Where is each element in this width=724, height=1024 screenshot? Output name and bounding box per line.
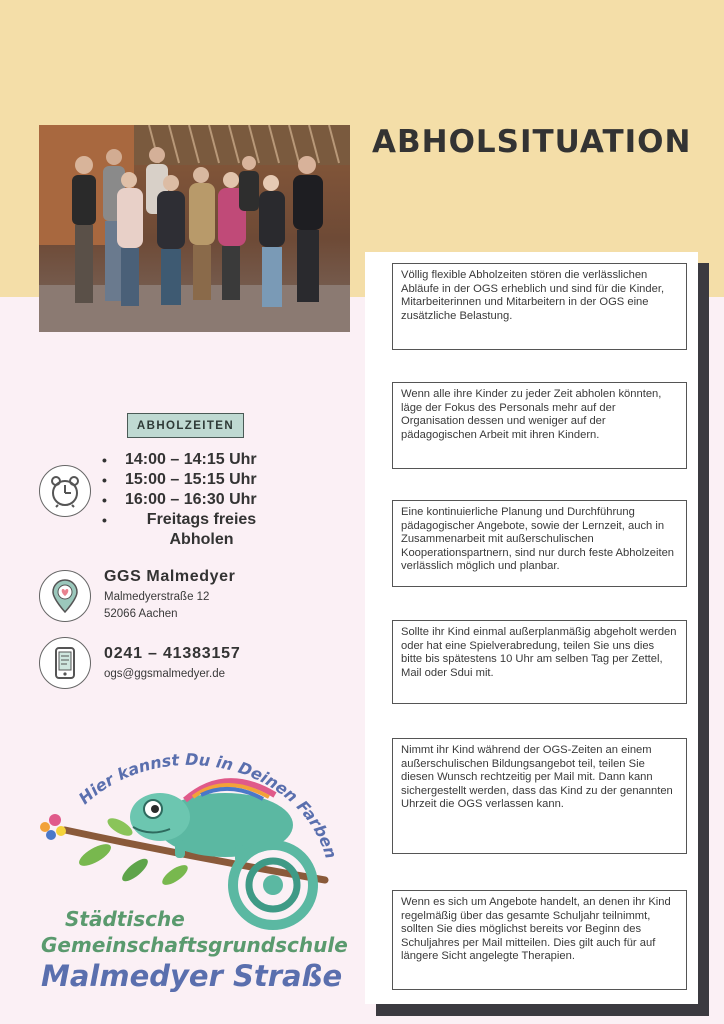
email-address[interactable]: ogs@ggsmalmedyer.de (104, 668, 225, 680)
note-text: Völlig flexible Abholzeiten stören die verlässlichen Abläufe in der OGS erheblich und sind für die Kinder, Mitarbeiterinnen und Mitarbeitern in der OGS eine zusätzliche Belastung. (401, 269, 665, 322)
note-text: Sollte ihr Kind einmal außerplanmäßig abgeholt werden oder hat eine Spielverabredung, teilen Sie uns dies bitte bis spätestens 10 Uhr am selben Tag per Zettel, Mail oder Sdui mit. (401, 626, 677, 679)
note-3 (392, 500, 687, 587)
note-4 (392, 620, 687, 704)
pickup-friday: • Freitags freies Abholen (102, 511, 257, 548)
team-photo (39, 125, 350, 332)
note-text: Nimmt ihr Kind während der OGS-Zeiten an einem außerschulischen Bildungsangebot teil, teilen Sie diesen Wunsch rechtzeitig per Mail mit. Dann kann sichergestellt werden, dass das Kind zu der genannten Uhrzeit die OGS verlassen kann. (401, 744, 673, 811)
note-2 (392, 382, 687, 469)
pickup-time-1: • 14:00 – 14:15 Uhr (102, 451, 257, 468)
note-6 (392, 890, 687, 990)
pickup-time-3: • 16:00 – 16:30 Uhr (102, 491, 257, 508)
note-text: Eine kontinuierliche Planung und Durchführung pädagogischer Angebote, sowie der Lernzeit, auch in Zusammenarbeit mit außerschulischen Kooperationspartnern, sind nur durch feste Abholzeiten verlässlich möglich und planbar. (401, 506, 675, 573)
location-heart-icon (39, 570, 91, 622)
note-5 (392, 738, 687, 854)
school-name: GGS Malmedyer (104, 568, 236, 585)
logo-line-3: Malmedyer Straße (41, 959, 343, 993)
note-1 (392, 263, 687, 350)
school-logo (25, 745, 360, 1015)
page-title: ABHOLSITUATION (372, 124, 692, 160)
phone-number[interactable]: 0241 – 41383157 (104, 645, 241, 662)
clock-icon (39, 465, 91, 517)
city-address: 52066 Aachen (104, 608, 178, 620)
pickup-times-badge: ABHOLZEITEN (127, 413, 244, 438)
pickup-times-list (100, 450, 285, 550)
pickup-time-2: • 15:00 – 15:15 Uhr (102, 471, 257, 488)
logo-slogan: Hier kannst Du in Deinen Farben (74, 749, 341, 861)
note-text: Wenn alle ihre Kinder zu jeder Zeit abholen könnten, läge der Fokus des Personals mehr auf der Organisation dessen und weniger auf der pädagogischen Arbeit mit ihren Kindern. (401, 388, 662, 441)
note-text: Wenn es sich um Angebote handelt, an denen ihr Kind regelmäßig über das gesamte Schuljahr teilnimmt, sollten Sie dies möglichst bereits vor Beginn des Schuljahres per Mail mitteilen. Dies gilt auch für auf längere Sicht angelegte Therapien. (401, 896, 671, 963)
logo-line-1: Städtische (65, 907, 185, 931)
street-address: Malmedyerstraße 12 (104, 591, 210, 603)
phone-icon (39, 637, 91, 689)
logo-line-2: Gemeinschaftsgrundschule (41, 933, 348, 957)
